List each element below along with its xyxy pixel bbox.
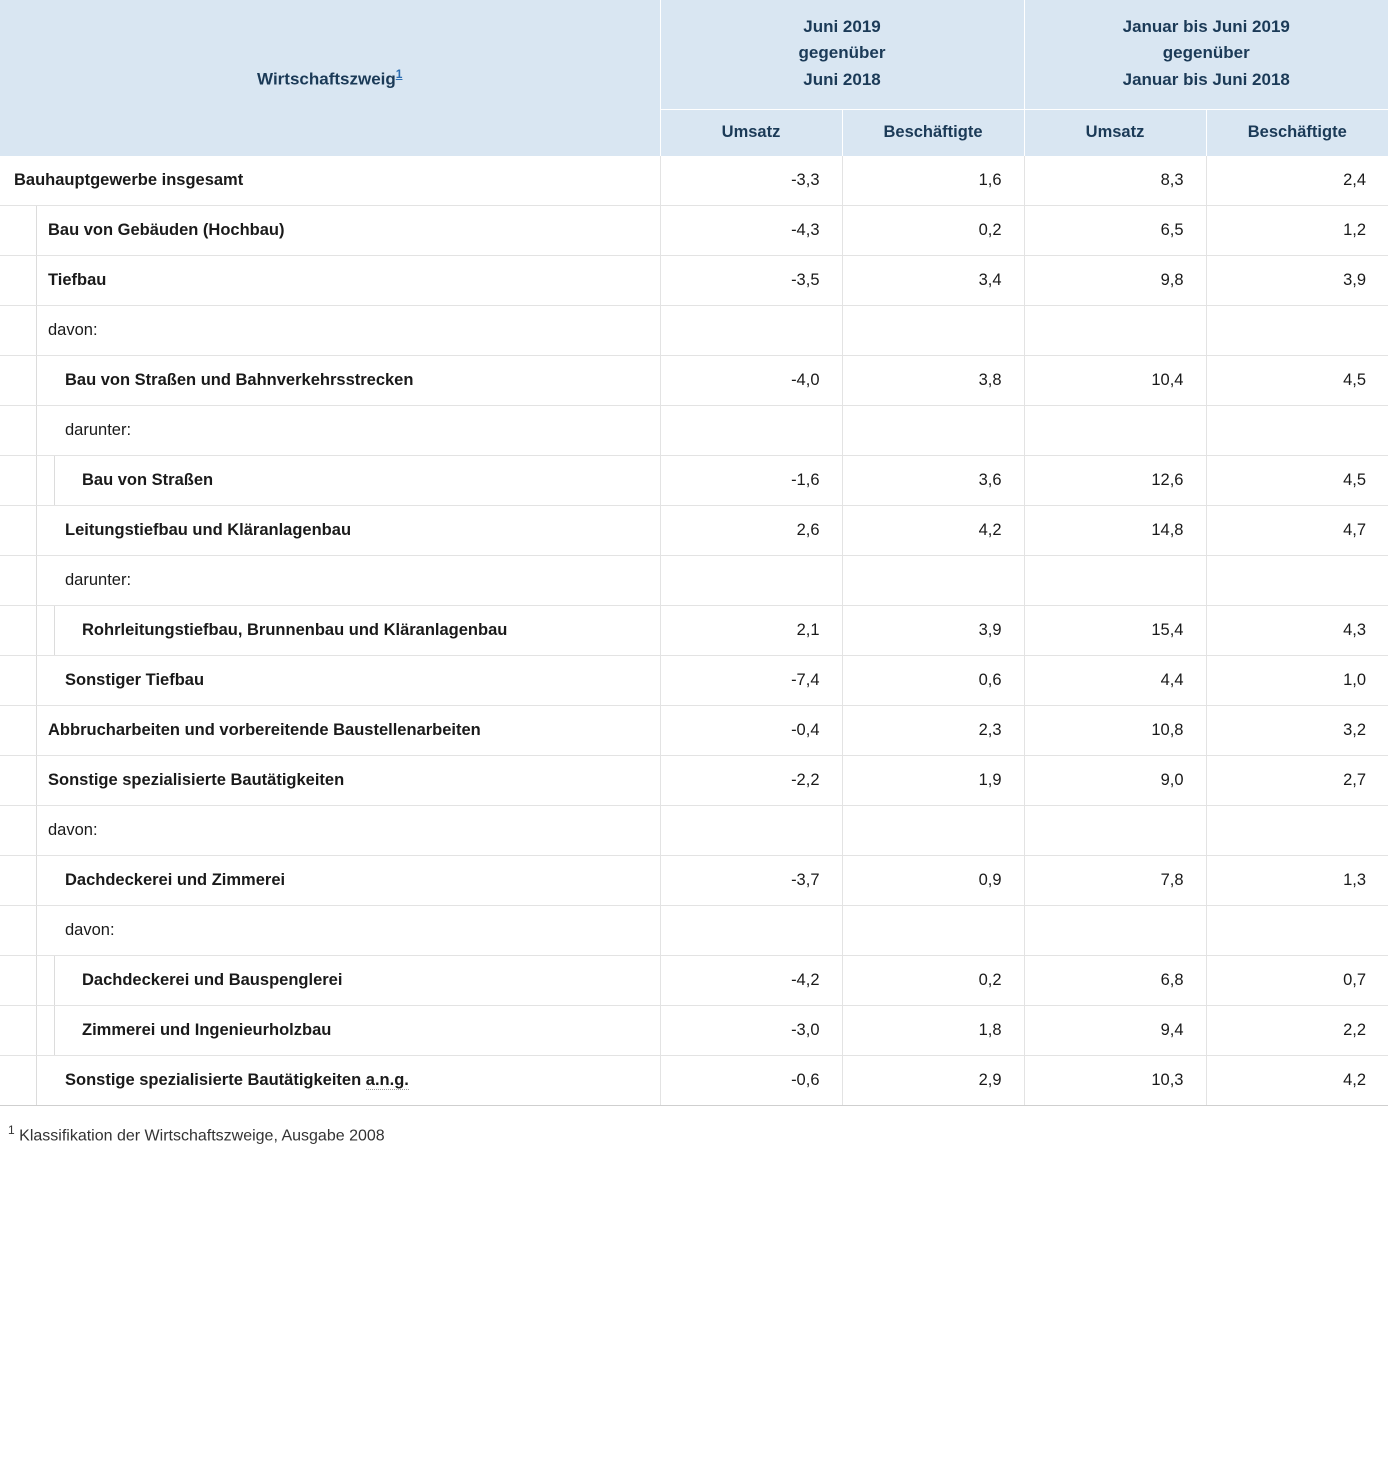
table-row bbox=[0, 506, 1388, 556]
cell-value bbox=[1206, 906, 1388, 956]
table-row bbox=[0, 456, 1388, 506]
row-label-note bbox=[0, 406, 660, 456]
cell-value: 2,9 bbox=[842, 1056, 1024, 1106]
header-group-juni bbox=[660, 0, 1024, 110]
cell-value: 1,2 bbox=[1206, 206, 1388, 256]
indent-guide bbox=[36, 556, 37, 605]
row-label-text: davon: bbox=[65, 921, 115, 940]
cell-value: 4,3 bbox=[1206, 606, 1388, 656]
cell-value bbox=[842, 556, 1024, 606]
cell-value bbox=[1024, 556, 1206, 606]
cell-value: 3,6 bbox=[842, 456, 1024, 506]
cell-value bbox=[842, 906, 1024, 956]
cell-value: 3,9 bbox=[842, 606, 1024, 656]
indent-guide bbox=[54, 1006, 55, 1055]
row-label bbox=[0, 456, 660, 506]
cell-value: 9,8 bbox=[1024, 256, 1206, 306]
row-label bbox=[0, 756, 660, 806]
cell-value: 8,3 bbox=[1024, 156, 1206, 206]
indent-guide bbox=[36, 956, 37, 1005]
cell-value: 0,2 bbox=[842, 956, 1024, 1006]
indent-guide bbox=[36, 656, 37, 705]
header-cell-umsatz-1: Umsatz bbox=[660, 110, 842, 157]
cell-value: 2,6 bbox=[660, 506, 842, 556]
cell-value: -7,4 bbox=[660, 656, 842, 706]
row-label-text: Sonstige spezialisierte Bautätigkeiten a.n.g. bbox=[65, 1071, 409, 1090]
indent-guide bbox=[36, 606, 37, 655]
cell-value: 4,2 bbox=[1206, 1056, 1388, 1106]
cell-value bbox=[660, 556, 842, 606]
row-label-text: Bau von Straßen bbox=[82, 471, 214, 490]
cell-value: 10,3 bbox=[1024, 1056, 1206, 1106]
cell-value bbox=[660, 406, 842, 456]
cell-value: 0,7 bbox=[1206, 956, 1388, 1006]
table-row bbox=[0, 206, 1388, 256]
cell-value: 2,1 bbox=[660, 606, 842, 656]
cell-value: 2,4 bbox=[1206, 156, 1388, 206]
cell-value: 0,6 bbox=[842, 656, 1024, 706]
cell-value bbox=[1206, 406, 1388, 456]
header-group-juni-line1: Juni 2019 bbox=[803, 17, 881, 36]
row-label bbox=[0, 156, 660, 206]
footnote-ref-icon[interactable]: 1 bbox=[395, 66, 403, 81]
indent-guide bbox=[36, 506, 37, 555]
indent-guide bbox=[36, 906, 37, 955]
cell-value bbox=[1024, 906, 1206, 956]
header-row-groups bbox=[0, 0, 1388, 110]
row-label bbox=[0, 606, 660, 656]
cell-value: 2,7 bbox=[1206, 756, 1388, 806]
table-row bbox=[0, 306, 1388, 356]
row-label bbox=[0, 706, 660, 756]
cell-value: 3,2 bbox=[1206, 706, 1388, 756]
abbreviation-marker: a.n.g. bbox=[365, 1071, 409, 1090]
table-row bbox=[0, 806, 1388, 856]
cell-value: 6,8 bbox=[1024, 956, 1206, 1006]
indent-guide bbox=[36, 456, 37, 505]
cell-value: 12,6 bbox=[1024, 456, 1206, 506]
row-label-note bbox=[0, 306, 660, 356]
row-label bbox=[0, 256, 660, 306]
row-label-text: Bau von Straßen und Bahnverkehrsstrecken bbox=[65, 371, 414, 390]
indent-guide bbox=[36, 856, 37, 905]
indent-guide bbox=[54, 456, 55, 505]
cell-value: -3,0 bbox=[660, 1006, 842, 1056]
row-label bbox=[0, 1056, 660, 1106]
cell-value bbox=[660, 806, 842, 856]
indent-guide bbox=[36, 356, 37, 405]
row-label-text: darunter: bbox=[65, 421, 132, 440]
cell-value bbox=[660, 906, 842, 956]
row-label-text: Abbrucharbeiten und vorbereitende Baustellenarbeiten bbox=[48, 721, 481, 740]
cell-value: 4,5 bbox=[1206, 456, 1388, 506]
cell-value: 4,5 bbox=[1206, 356, 1388, 406]
row-label bbox=[0, 356, 660, 406]
header-group-januar-juni-line2: gegenüber bbox=[1162, 43, 1250, 63]
cell-value bbox=[1206, 306, 1388, 356]
cell-value: 0,2 bbox=[842, 206, 1024, 256]
header-group-januar-juni-line1: Januar bis Juni 2019 bbox=[1122, 17, 1290, 36]
cell-value: 9,4 bbox=[1024, 1006, 1206, 1056]
cell-value: 0,9 bbox=[842, 856, 1024, 906]
table-row bbox=[0, 706, 1388, 756]
table-row bbox=[0, 606, 1388, 656]
row-label-text: Bau von Gebäuden (Hochbau) bbox=[48, 221, 285, 240]
cell-value: -4,3 bbox=[660, 206, 842, 256]
row-label-text: davon: bbox=[48, 321, 98, 340]
header-group-januar-juni bbox=[1024, 0, 1388, 110]
cell-value: 6,5 bbox=[1024, 206, 1206, 256]
cell-value: 14,8 bbox=[1024, 506, 1206, 556]
cell-value: 1,9 bbox=[842, 756, 1024, 806]
table-row bbox=[0, 1006, 1388, 1056]
header-label-wirtschaftszweig: Wirtschaftszweig bbox=[257, 69, 396, 89]
cell-value bbox=[842, 406, 1024, 456]
indent-guide bbox=[36, 256, 37, 305]
cell-value: -0,4 bbox=[660, 706, 842, 756]
cell-value: 10,8 bbox=[1024, 706, 1206, 756]
row-label-text: Leitungstiefbau und Kläranlagenbau bbox=[65, 521, 352, 540]
table-row bbox=[0, 956, 1388, 1006]
table-row bbox=[0, 256, 1388, 306]
cell-value: -2,2 bbox=[660, 756, 842, 806]
table-header bbox=[0, 0, 1388, 156]
row-label-text: Dachdeckerei und Zimmerei bbox=[65, 871, 286, 890]
header-cell-umsatz-2: Umsatz bbox=[1024, 110, 1206, 157]
header-group-juni-line2: gegenüber bbox=[798, 43, 886, 63]
cell-value: -1,6 bbox=[660, 456, 842, 506]
row-label bbox=[0, 656, 660, 706]
indent-guide bbox=[36, 406, 37, 455]
cell-value: 3,4 bbox=[842, 256, 1024, 306]
cell-value: -3,3 bbox=[660, 156, 842, 206]
table-row bbox=[0, 856, 1388, 906]
header-cell-wirtschaftszweig bbox=[0, 0, 660, 156]
table-body bbox=[0, 156, 1388, 1106]
table-row bbox=[0, 156, 1388, 206]
indent-guide bbox=[36, 206, 37, 255]
table-row bbox=[0, 906, 1388, 956]
row-label-text: Sonstiger Tiefbau bbox=[65, 671, 205, 690]
cell-value: -4,0 bbox=[660, 356, 842, 406]
cell-value: 1,3 bbox=[1206, 856, 1388, 906]
row-label-text: davon: bbox=[48, 821, 98, 840]
row-label-text: Sonstige spezialisierte Bautätigkeiten bbox=[48, 771, 345, 790]
cell-value: 7,8 bbox=[1024, 856, 1206, 906]
cell-value bbox=[1024, 406, 1206, 456]
cell-value: 4,7 bbox=[1206, 506, 1388, 556]
indent-guide bbox=[36, 706, 37, 755]
header-group-juni-line3: Juni 2018 bbox=[803, 69, 881, 89]
cell-value: 1,6 bbox=[842, 156, 1024, 206]
cell-value bbox=[1206, 556, 1388, 606]
row-label bbox=[0, 956, 660, 1006]
cell-value bbox=[842, 806, 1024, 856]
row-label-text: Dachdeckerei und Bauspenglerei bbox=[82, 971, 343, 990]
footnote-mark: 1 bbox=[8, 1123, 15, 1138]
row-label bbox=[0, 856, 660, 906]
footnote-text: Klassifikation der Wirtschaftszweige, Ausgabe 2008 bbox=[19, 1127, 385, 1145]
cell-value bbox=[1024, 306, 1206, 356]
row-label-note bbox=[0, 806, 660, 856]
cell-value: 4,2 bbox=[842, 506, 1024, 556]
row-label bbox=[0, 206, 660, 256]
cell-value: 3,8 bbox=[842, 356, 1024, 406]
cell-value: -3,5 bbox=[660, 256, 842, 306]
row-label-note bbox=[0, 906, 660, 956]
cell-value bbox=[1024, 806, 1206, 856]
row-label-text: Rohrleitungstiefbau, Brunnenbau und Kläranlagenbau bbox=[82, 621, 508, 640]
table-footnote bbox=[0, 1106, 1388, 1148]
row-label bbox=[0, 1006, 660, 1056]
indent-guide bbox=[54, 606, 55, 655]
cell-value: -4,2 bbox=[660, 956, 842, 1006]
header-group-januar-juni-line3: Januar bis Juni 2018 bbox=[1122, 69, 1290, 89]
row-label-text: Tiefbau bbox=[48, 271, 107, 290]
cell-value: 15,4 bbox=[1024, 606, 1206, 656]
cell-value: 2,3 bbox=[842, 706, 1024, 756]
cell-value: -0,6 bbox=[660, 1056, 842, 1106]
row-label-text: Zimmerei und Ingenieurholzbau bbox=[82, 1021, 332, 1040]
indent-guide bbox=[36, 1006, 37, 1055]
cell-value: 1,0 bbox=[1206, 656, 1388, 706]
indent-guide bbox=[36, 306, 37, 355]
cell-value bbox=[660, 306, 842, 356]
cell-value: -3,7 bbox=[660, 856, 842, 906]
table-row bbox=[0, 656, 1388, 706]
cell-value: 10,4 bbox=[1024, 356, 1206, 406]
cell-value bbox=[842, 306, 1024, 356]
table-row bbox=[0, 1056, 1388, 1106]
indent-guide bbox=[36, 806, 37, 855]
row-label-text: darunter: bbox=[65, 571, 132, 590]
cell-value: 3,9 bbox=[1206, 256, 1388, 306]
indent-guide bbox=[54, 956, 55, 1005]
header-cell-beschaeftigte-2: Beschäftigte bbox=[1206, 110, 1388, 157]
cell-value: 4,4 bbox=[1024, 656, 1206, 706]
indent-guide bbox=[36, 1056, 37, 1105]
row-label-text: Bauhauptgewerbe insgesamt bbox=[14, 171, 244, 190]
row-label-note bbox=[0, 556, 660, 606]
table-row bbox=[0, 406, 1388, 456]
cell-value: 2,2 bbox=[1206, 1006, 1388, 1056]
table-row bbox=[0, 756, 1388, 806]
cell-value bbox=[1206, 806, 1388, 856]
row-label bbox=[0, 506, 660, 556]
header-cell-beschaeftigte-1: Beschäftigte bbox=[842, 110, 1024, 157]
table-row bbox=[0, 556, 1388, 606]
cell-value: 9,0 bbox=[1024, 756, 1206, 806]
indent-guide bbox=[36, 756, 37, 805]
table-row bbox=[0, 356, 1388, 406]
cell-value: 1,8 bbox=[842, 1006, 1024, 1056]
